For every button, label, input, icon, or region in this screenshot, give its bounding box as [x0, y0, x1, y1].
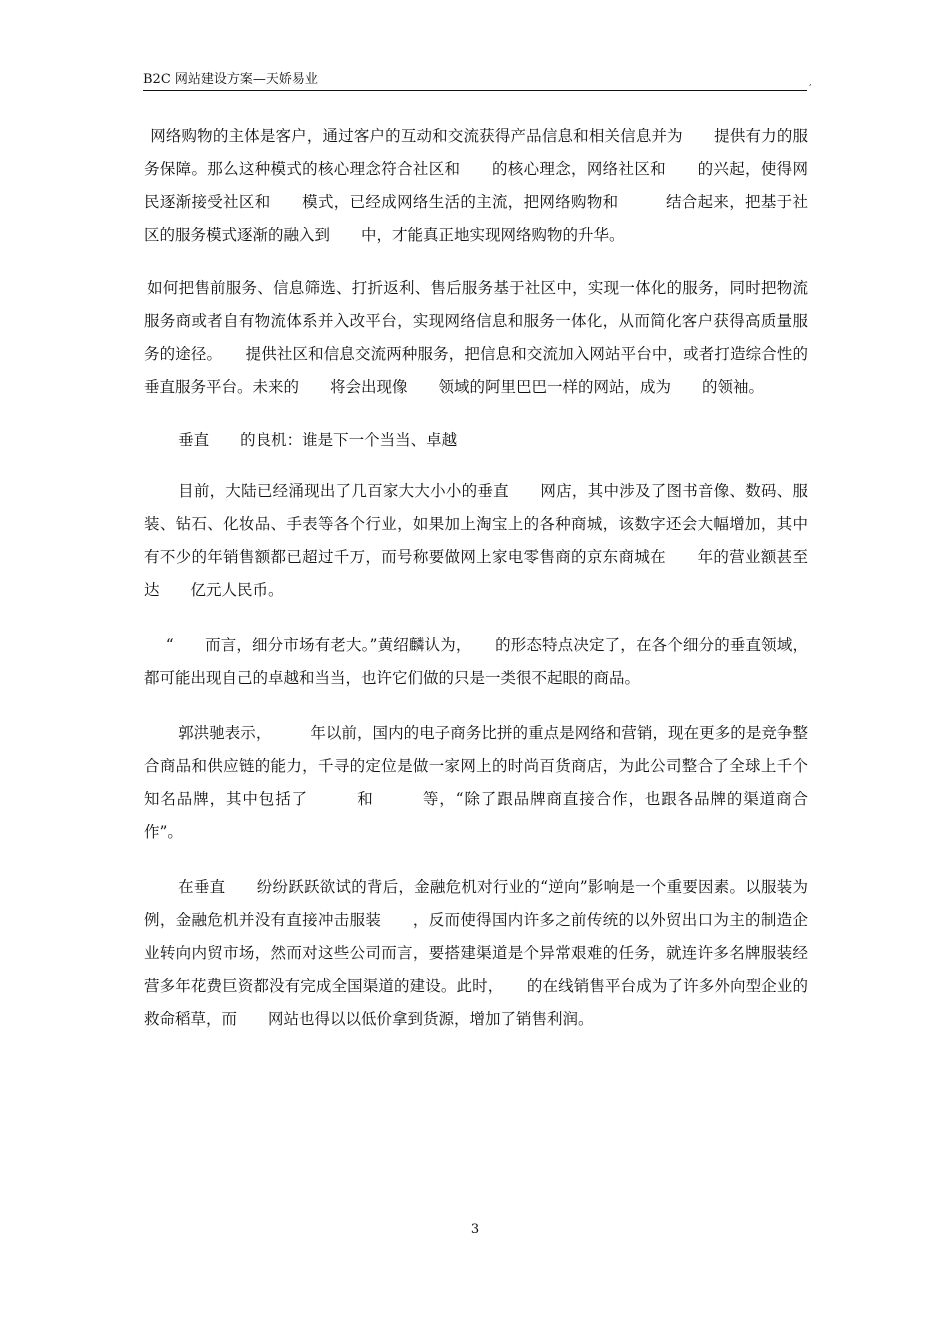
header-mark: , [809, 78, 812, 87]
header-title: B2C 网站建设方案—天娇易业 [143, 72, 318, 87]
paragraph-market-leader-quote: “ 而言，细分市场有老大。”黄绍麟认为， 的形态特点决定了，在各个细分的垂直领域，都可能出现自己的卓越和当当，也许它们做的只是一类很不起眼的商品。 [144, 636, 808, 687]
page-header [143, 72, 812, 91]
paragraph-guo-hongchi: 郭洪驰表示， 年以前，国内的电子商务比拼的重点是网络和营销，现在更多的是竞争整合商品和供应链的能力，千寻的定位是做一家网上的时尚百货商店，为此公司整合了全球上千个知名品牌，其中包括了 和 等，“除了跟品牌商直接合作，也跟各品牌的渠道商合作”。 [144, 724, 808, 841]
section-heading-vertical-opportunity: 垂直 的良机：谁是下一个当当、卓越 [178, 431, 458, 449]
page-number: 3 [470, 1222, 480, 1237]
paragraph-financial-crisis: 在垂直 纷纷跃跃欲试的背后，金融危机对行业的“逆向”影响是一个重要因素。以服装为例，金融危机并没有直接冲击服装 ，反而使得国内许多之前传统的以外贸出口为主的制造企业转向内贸市场，然而对这些公司而言，要搭建渠道是个异常艰难的任务，就连许多名牌服装经营多年花费巨资都没有完成全国渠道的建设。此时， 的在线销售平台成为了许多外向型企业的救命稻草，而 网站也得以以低价拿到货源，增加了销售利润。 [144, 878, 808, 1028]
paragraph-community-shopping: 网络购物的主体是客户，通过客户的互动和交流获得产品信息和相关信息并为 提供有力的服务保障。那么这种模式的核心理念符合社区和 的核心理念，网络社区和 的兴起，使得网民逐渐接受社区和 模式，已经成网络生活的主流，把网络购物和 结合起来，把基于社区的服务模式逐渐的融入到 中，才能真正地实现网络购物的升华。 [144, 127, 808, 244]
document-body [144, 120, 808, 1036]
paragraph-vertical-stores: 目前，大陆已经涌现出了几百家大大小小的垂直 网店，其中涉及了图书音像、数码、服装、钻石、化妆品、手表等各个行业，如果加上淘宝上的各种商城，该数字还会大幅增加，其中有不少的年销售额都已超过千万，而号称要做网上家电零售商的京东商城在 年的营业额甚至达 亿元人民币。 [144, 482, 808, 599]
paragraph-integrated-service: 如何把售前服务、信息筛选、打折返利、售后服务基于社区中，实现一体化的服务，同时把物流服务商或者自有物流体系并入改平台，实现网络信息和服务一体化，从而简化客户获得高质量服务的途径。 提供社区和信息交流两种服务，把信息和交流加入网站平台中，或者打造综合性的垂直服务平台。未来的 将会出现像 领域的阿里巴巴一样的网站，成为 的领袖。 [144, 279, 808, 396]
